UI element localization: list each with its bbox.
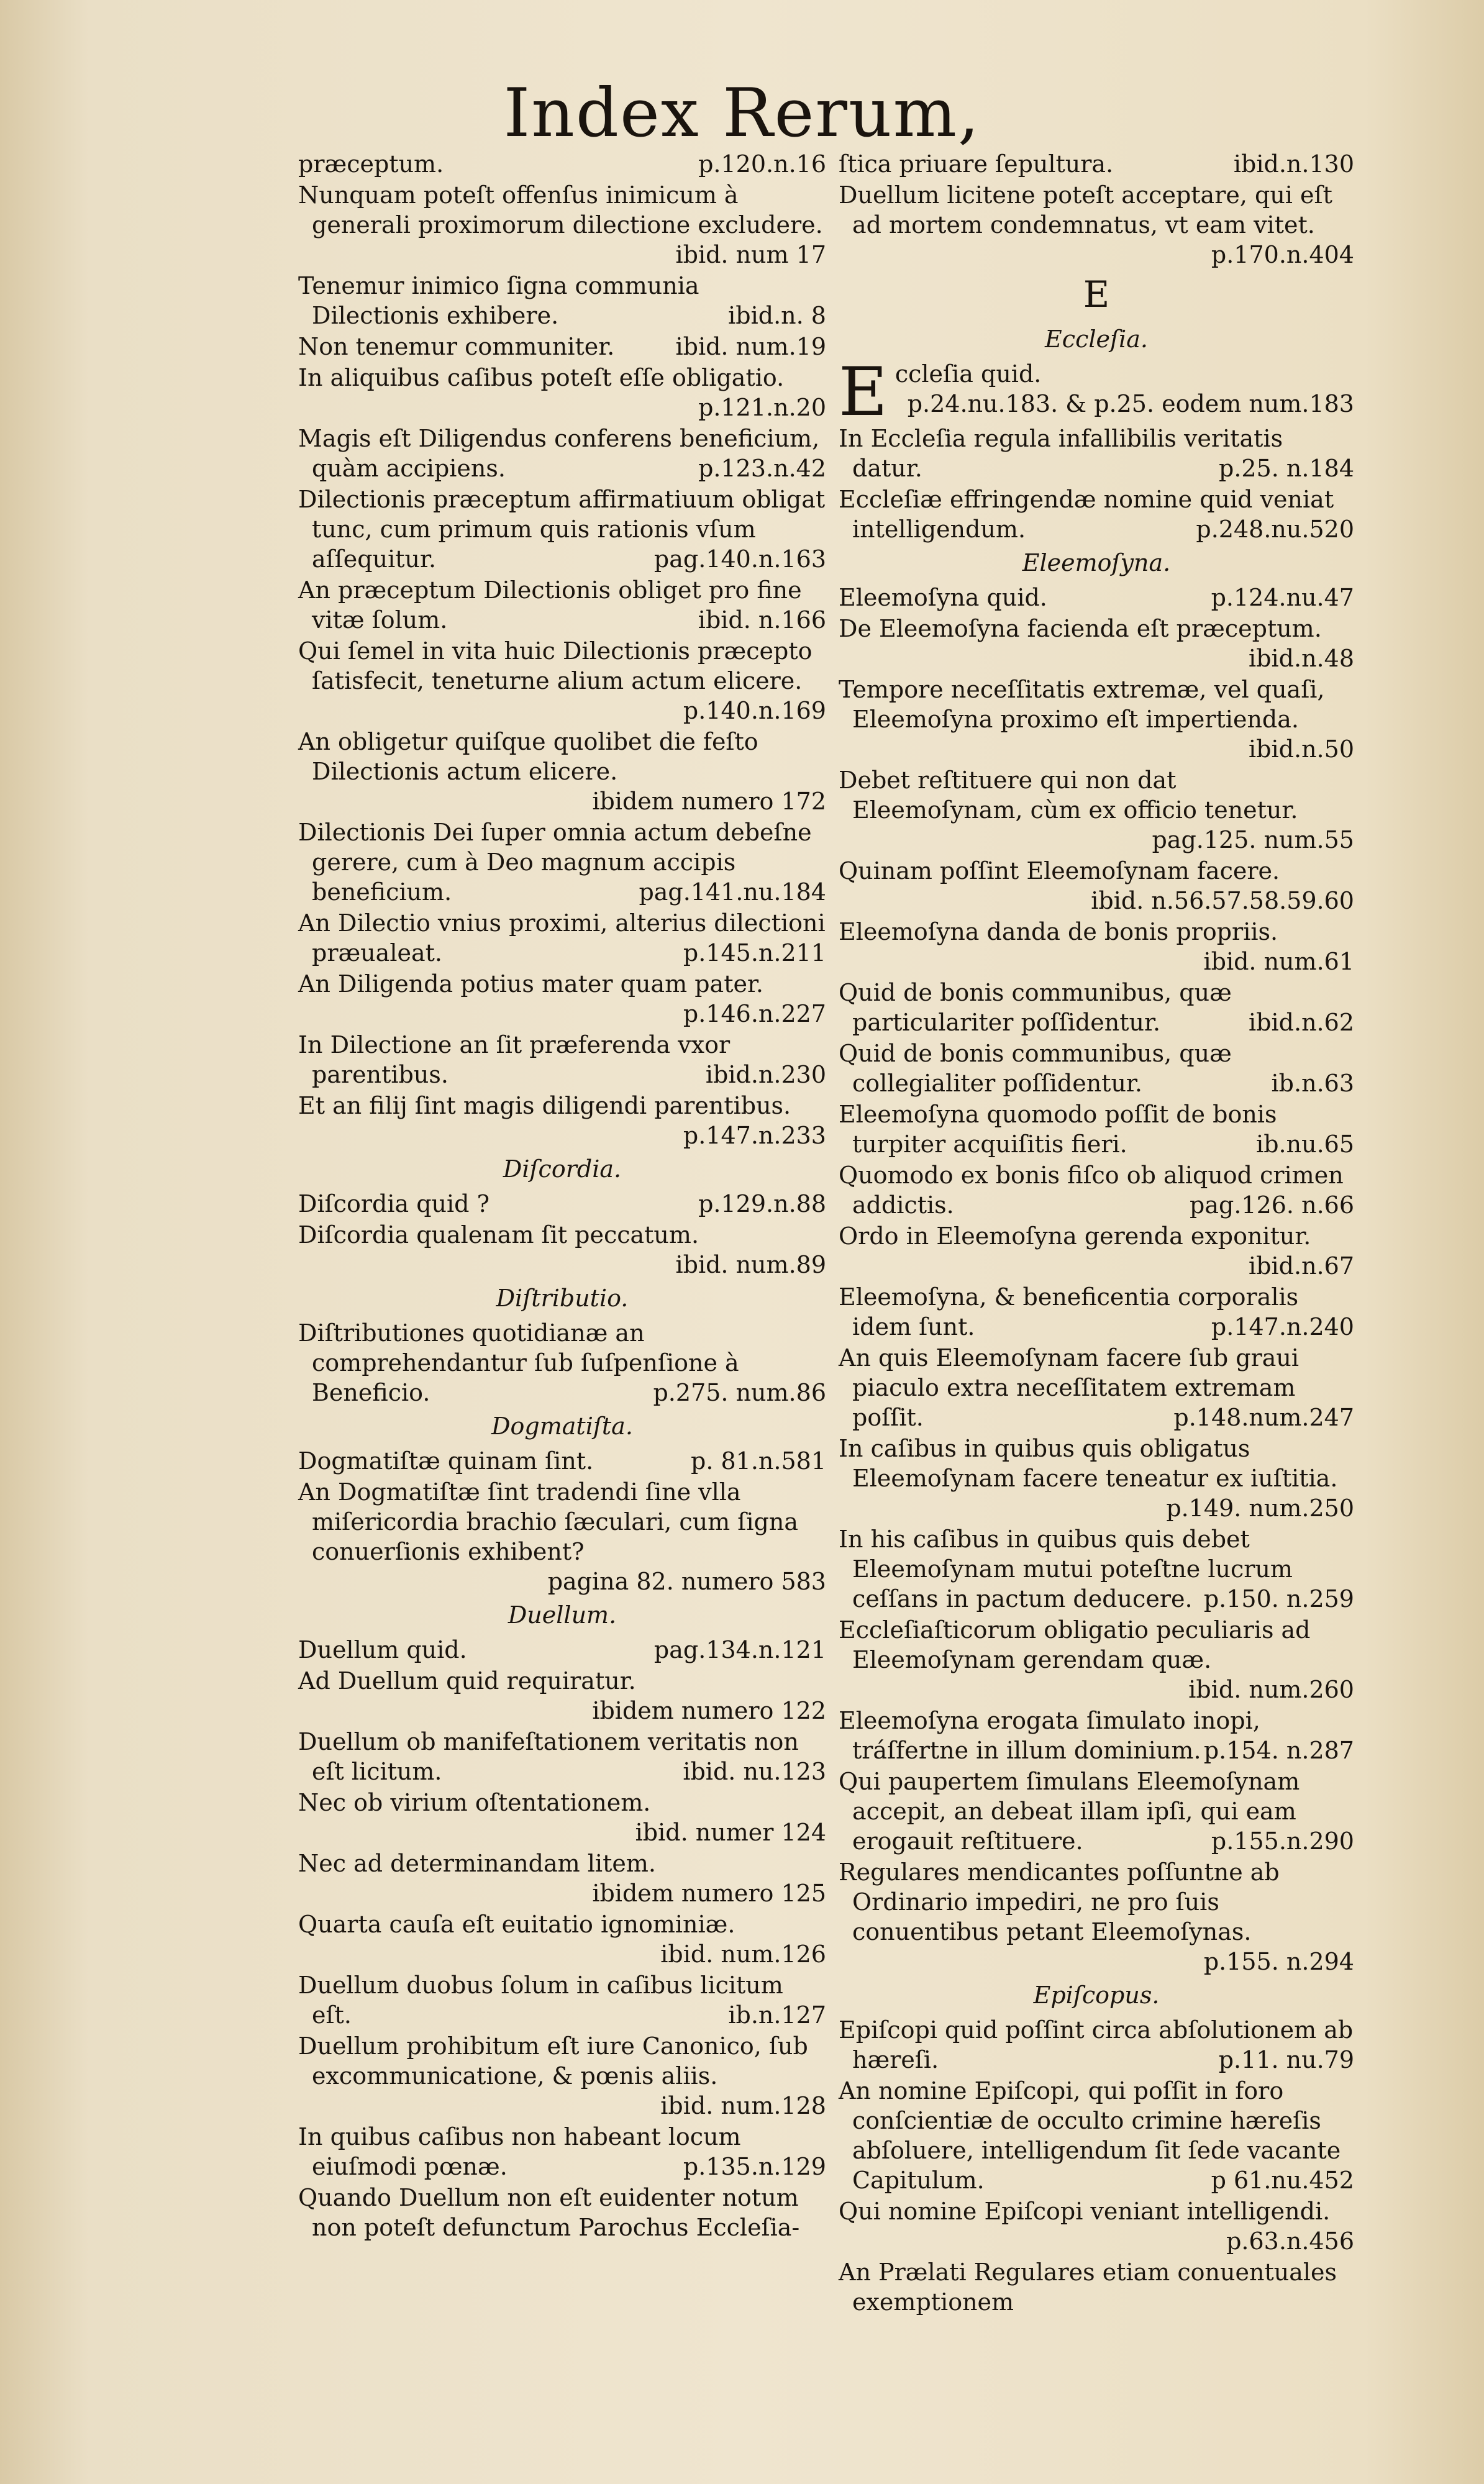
entry-text: Dogmatiſtæ quinam ſint. [298, 1447, 594, 1475]
entry-text: In his caſibus in quibus quis debet Eleemoſynam mutui poteſtne lucrum ceſſans in pactum deducere. [839, 1526, 1293, 1613]
entry-reference: p.149. num.250 [1166, 1494, 1354, 1522]
entry-text: Dilectionis præceptum affirmatiuum obligat tunc, cum primum quis rationis vſum aſſequitur. [298, 486, 826, 573]
entry-text: Qui paupertem ſimulans Eleemoſynam accepit, an debeat illam ipſi, qui eam erogauit reſtituere. [839, 1768, 1300, 1855]
index-entry [839, 2196, 1354, 2256]
entry-text: An Prælati Regulares etiam conuentuales exemptionem [839, 2259, 1337, 2316]
entry-reference: p.170.n.404 [1211, 241, 1354, 268]
distributio-entries [298, 1318, 826, 1408]
index-entry [298, 2031, 826, 2121]
entry-text: Qui ſemel in vita huic Dilectionis præcepto ſatisfecit, teneturne alium actum elicere. [298, 637, 813, 694]
entry-reference: ibid. n.56.57.58.59.60 [1091, 887, 1354, 914]
entry-text: Regulares mendicantes poſſuntne ab Ordinario impediri, ne pro ſuis conuentibus petant Eleemoſynas. [839, 1858, 1280, 1945]
entry-reference: p.147.n.240 [1211, 1313, 1354, 1340]
entry-text: Nunquam poteſt offenſus inimicum à generali proximorum dilectione excludere. [298, 181, 823, 239]
entry-reference: p.25. n.184 [1219, 455, 1354, 482]
discordia-entries [298, 1189, 826, 1280]
entry-reference: p.146.n.227 [683, 1000, 826, 1027]
index-entry [298, 1318, 826, 1408]
index-entry [298, 424, 826, 483]
entry-text: An præceptum Dilectionis obliget pro fine vitæ ſolum. [298, 576, 802, 634]
entry-text: Ad Duellum quid requiratur. [298, 1667, 636, 1695]
entry-text: Quarta cauſa eſt euitatio ignominiæ. [298, 1911, 735, 1938]
entry-text: An obligetur quiſque quolibet die feſto Dilectionis actum elicere. [298, 728, 758, 785]
entry-reference: p.124.nu.47 [1211, 584, 1354, 611]
entry-text: Tempore neceſſitatis extremæ, vel quaſi, Eleemoſyna proximo eſt impertienda. [839, 676, 1325, 733]
index-entry [839, 1343, 1354, 1432]
section-heading-dogmatista: Dogmatiſta. [491, 1413, 633, 1440]
entry-text: ccleſia quid. [894, 360, 1042, 388]
dilectio-entries [298, 149, 826, 1150]
index-entry [298, 149, 826, 179]
index-entry [839, 614, 1354, 673]
entry-text: Magis eſt Diligendus conferens beneficium, quàm accipiens. [298, 425, 820, 482]
index-entry [298, 1788, 826, 1847]
entry-reference: ibid. num.126 [660, 1940, 826, 1968]
index-entry [298, 727, 826, 816]
index-entry [298, 1970, 826, 2030]
index-entry [298, 1189, 826, 1219]
index-entry [298, 908, 826, 968]
section-heading-ecclesia: Eccleſia. [1045, 325, 1148, 353]
index-entry [298, 1909, 826, 1969]
entry-text: Quando Duellum non eſt euidenter notum non poteſt defunctum Parochus Eccleſia- [298, 2184, 800, 2241]
entry-text: An quis Eleemoſynam facere ſub graui piaculo extra neceſſitatem extremam poſſit. [839, 1344, 1300, 1431]
entry-reference: pag.134.n.121 [653, 1636, 826, 1663]
entry-reference: p.140.n.169 [683, 697, 826, 724]
entry-text: Duellum quid. [298, 1636, 467, 1663]
entry-text: Diſcordia quid ? [298, 1190, 489, 1217]
index-entry [298, 575, 826, 635]
section-heading-duellum: Duellum. [508, 1601, 617, 1629]
entry-reference: ibid. num.128 [660, 2092, 826, 2119]
entry-text: In Eccleſia regula infallibilis veritatis datur. [839, 425, 1283, 482]
index-entry [298, 363, 826, 422]
entry-text: Dilectionis Dei ſuper omnia actum debeſne gerere, cum à Deo magnum accipis beneficium. [298, 819, 812, 906]
entry-reference: p 61.nu.452 [1211, 2167, 1354, 2194]
index-entry [298, 1446, 826, 1476]
section-heading-discordia: Diſcordia. [503, 1155, 622, 1183]
entry-reference: p.275. num.86 [653, 1379, 826, 1406]
entry-reference: ibid.n.62 [1249, 1009, 1354, 1036]
entry-text: Quomodo ex bonis fiſco ob aliquod crimen addictis. [839, 1162, 1344, 1219]
entry-reference: ibid. num 17 [675, 241, 826, 268]
entry-text: Nec ob virium oſtentationem. [298, 1789, 651, 1816]
index-entry [298, 1849, 826, 1908]
ecclesia-entries [839, 424, 1354, 544]
letter-heading-e: E [1083, 273, 1110, 316]
index-entry [298, 2122, 826, 2181]
entry-reference: ibid. num.260 [1188, 1676, 1354, 1703]
entry-text: Et an filij ſint magis diligendi parentibus. [298, 1092, 791, 1119]
left-column [298, 149, 826, 2244]
index-entry [298, 1091, 826, 1150]
entry-text: Eccleſiæ effringendæ nomine quid veniat intelligendum. [839, 486, 1334, 543]
index-entry [298, 271, 826, 330]
entry-text: præceptum. [298, 150, 444, 178]
entry-text: Qui nomine Epiſcopi veniant intelligendi. [839, 2198, 1331, 2225]
index-entry [839, 917, 1354, 976]
index-entry [839, 1282, 1354, 1342]
entry-reference: ibid.n. 8 [728, 302, 826, 329]
index-entry [839, 1615, 1354, 1704]
entry-text: Eccleſiaſticorum obligatio peculiaris ad Eleemoſynam gerendam quæ. [839, 1616, 1311, 1673]
entry-reference: p.145.n.211 [683, 939, 826, 967]
index-entry [839, 1767, 1354, 1856]
index-entry [839, 765, 1354, 855]
entry-reference: p.155.n.290 [1211, 1827, 1354, 1855]
entry-reference: pagina 82. numero 583 [547, 1568, 826, 1595]
entry-reference: p.24.nu.183. & p.25. eodem num.183 [907, 390, 1354, 417]
entry-text: Quinam poſſint Eleemoſynam facere. [839, 857, 1280, 885]
entry-text: Quid de bonis communibus, quæ collegialiter poſſidentur. [839, 1040, 1232, 1097]
entry-text: Duellum licitene poteſt acceptare, qui eſt ad mortem condemnatus, vt eam vitet. [839, 181, 1332, 239]
entry-reference: ibid.n.67 [1249, 1252, 1354, 1280]
index-entry [839, 1706, 1354, 1765]
entry-text: An Dilectio vnius proximi, alterius dilectioni præualeat. [298, 909, 826, 967]
dogmatista-entries [298, 1446, 826, 1596]
entry-text: In quibus caſibus non habeant locum eiuſmodi pœnæ. [298, 2123, 741, 2180]
index-entry [839, 180, 1354, 270]
entry-text: Epiſcopi quid poſſint circa abſolutionem ab hæreſi. [839, 2016, 1354, 2073]
index-entry [839, 856, 1354, 916]
entry-reference: p.150. n.259 [1203, 1585, 1354, 1613]
entry-reference: p.123.n.42 [698, 455, 826, 482]
entry-text: Non tenemur communiter. [298, 333, 615, 360]
entry-reference: ibid. nu.123 [683, 1758, 826, 1785]
entry-reference: p.148.num.247 [1173, 1404, 1354, 1431]
entry-text: Duellum ob manifeſtationem veritatis non eſt licitum. [298, 1728, 799, 1785]
entry-text: Diſcordia qualenam ſit peccatum. [298, 1221, 699, 1249]
index-entry [839, 424, 1354, 483]
index-entry [298, 180, 826, 270]
index-entry [298, 1666, 826, 1726]
entry-reference: ibidem numero 172 [592, 788, 826, 815]
entry-reference: p.63.n.456 [1226, 2227, 1354, 2255]
drop-cap: E [839, 353, 888, 431]
entry-reference: pag.126. n.66 [1190, 1191, 1354, 1219]
entry-reference: p. 81.n.581 [691, 1447, 826, 1475]
entry-reference: p.121.n.20 [698, 394, 826, 421]
entry-reference: ibid. num.61 [1203, 948, 1354, 975]
entry-reference: ibid. numer 124 [635, 1819, 826, 1846]
index-entry [298, 1220, 826, 1280]
entry-reference: p.248.nu.520 [1196, 516, 1354, 543]
entry-text: In Dilectione an ſit præferenda vxor parentibus. [298, 1031, 731, 1088]
index-entry [839, 1221, 1354, 1281]
index-entry [298, 636, 826, 726]
entry-reference: ib.n.63 [1271, 1070, 1354, 1097]
index-entry [298, 1477, 826, 1596]
entry-text: Diſtributiones quotidianæ an comprehendantur ſub ſuſpenſione à Beneficio. [298, 1319, 739, 1406]
entry-text: In caſibus in quibus quis obligatus Eleemoſynam facere teneatur ex iuſtitia. [839, 1435, 1338, 1492]
eleemosyna-entries [839, 583, 1354, 1977]
index-entry [839, 2015, 1354, 2075]
entry-text: Quid de bonis communibus, quæ particulariter poſſidentur. [839, 979, 1232, 1036]
entry-text: Eleemoſyna erogata ſimulato inopi, tráſfertne in illum dominium. [839, 1707, 1260, 1764]
index-entry [839, 675, 1354, 764]
entry-reference: p.147.n.233 [683, 1122, 826, 1149]
entry-reference: ibid.n.230 [705, 1061, 826, 1088]
entry-reference: p.11. nu.79 [1218, 2046, 1354, 2073]
entry-text: Duellum prohibitum eſt iure Canonico, ſub excommunicatione, & pœnis aliis. [298, 2032, 808, 2090]
index-entry [298, 332, 826, 362]
index-entry [839, 1160, 1354, 1220]
entry-reference: pag.140.n.163 [653, 545, 826, 573]
entry-text: An Diligenda potius mater quam pater. [298, 970, 764, 998]
entry-reference: p.154. n.287 [1203, 1737, 1354, 1764]
entry-reference: p.135.n.129 [683, 2153, 826, 2180]
entry-reference: p.120.n.16 [698, 150, 826, 178]
entry-reference: ib.n.127 [728, 2001, 826, 2029]
index-entry [839, 583, 1354, 612]
entry-text: Eleemoſyna danda de bonis propriis. [839, 918, 1278, 945]
entry-reference: ibid.n.130 [1233, 150, 1354, 178]
duellum-continued-entries [839, 149, 1354, 270]
entry-reference: ibid.n.50 [1249, 735, 1354, 763]
entry-text: Nec ad determinandam litem. [298, 1850, 656, 1877]
index-entry [298, 485, 826, 574]
index-entry [298, 1635, 826, 1665]
index-entry [298, 2183, 826, 2242]
section-heading-episcopus: Epiſcopus. [1033, 1981, 1160, 2009]
index-entry [839, 1857, 1354, 1977]
index-entry [839, 2076, 1354, 2195]
index-entry [839, 485, 1354, 544]
entry-text: Eleemoſyna quid. [839, 584, 1047, 611]
episcopus-entries [839, 2015, 1354, 2317]
entry-text: An nomine Epiſcopi, qui poſſit in foro conſcientiæ de occulto crimine hæreſis abſoluere, intelligendum ſit ſede vacante Capitulum. [839, 2077, 1341, 2194]
entry-text: ſtica priuare ſepultura. [839, 150, 1114, 178]
index-entry [298, 1030, 826, 1090]
entry-reference: ibid. num.89 [675, 1251, 826, 1278]
index-entry [839, 978, 1354, 1037]
entry-text: De Eleemoſyna facienda eſt præceptum. [839, 615, 1322, 642]
entry-text: Tenemur inimico ſigna communia Dilectionis exhibere. [298, 272, 699, 329]
entry-reference: p.155. n.294 [1203, 1948, 1354, 1975]
entry-reference: ibid. n.166 [698, 606, 826, 634]
entry-text: Ordo in Eleemoſyna gerenda exponitur. [839, 1222, 1311, 1250]
index-entry [839, 1039, 1354, 1098]
entry-reference: p.129.n.88 [698, 1190, 826, 1217]
index-entry [298, 817, 826, 907]
entry-text: Eleemoſyna, & beneficentia corporalis idem ſunt. [839, 1283, 1299, 1340]
duellum-entries [298, 1635, 826, 2242]
index-entry [839, 1099, 1354, 1159]
entry-text: Eleemoſyna quomodo poſſit de bonis turpiter acquiſitis fieri. [839, 1101, 1277, 1158]
section-heading-distributio: Diſtributio. [496, 1285, 629, 1312]
entry-reference: ibidem numero 122 [592, 1697, 826, 1724]
entry-reference: pag.141.nu.184 [639, 878, 826, 906]
index-entry [839, 1434, 1354, 1523]
index-entry [298, 969, 826, 1029]
entry-reference: ibidem numero 125 [592, 1880, 826, 1907]
index-entry [839, 2257, 1354, 2317]
entry-reference: ib.nu.65 [1256, 1131, 1354, 1158]
index-entry-first [839, 353, 1354, 431]
page-title: Index Rerum, [503, 75, 981, 152]
index-entry [298, 1727, 826, 1786]
index-entry [839, 149, 1354, 179]
entry-reference: ibid. num.19 [675, 333, 826, 360]
entry-reference: pag.125. num.55 [1152, 826, 1354, 853]
index-entry [839, 1524, 1354, 1614]
entry-text: Debet reſtituere qui non dat Eleemoſynam, cùm ex officio tenetur. [839, 767, 1298, 824]
section-heading-eleemosyna: Eleemoſyna. [1022, 549, 1171, 576]
entry-text: An Dogmatiſtæ ſint tradendi ſine vlla miſericordia brachio ſæculari, cum ſigna conuerſionis exhibent? [298, 1478, 798, 1565]
right-column [839, 149, 1354, 2318]
entry-text: Duellum duobus ſolum in caſibus licitum eſt. [298, 1972, 783, 2029]
entry-text: In aliquibus caſibus poteſt eſſe obligatio. [298, 364, 785, 391]
entry-reference: ibid.n.48 [1249, 645, 1354, 672]
